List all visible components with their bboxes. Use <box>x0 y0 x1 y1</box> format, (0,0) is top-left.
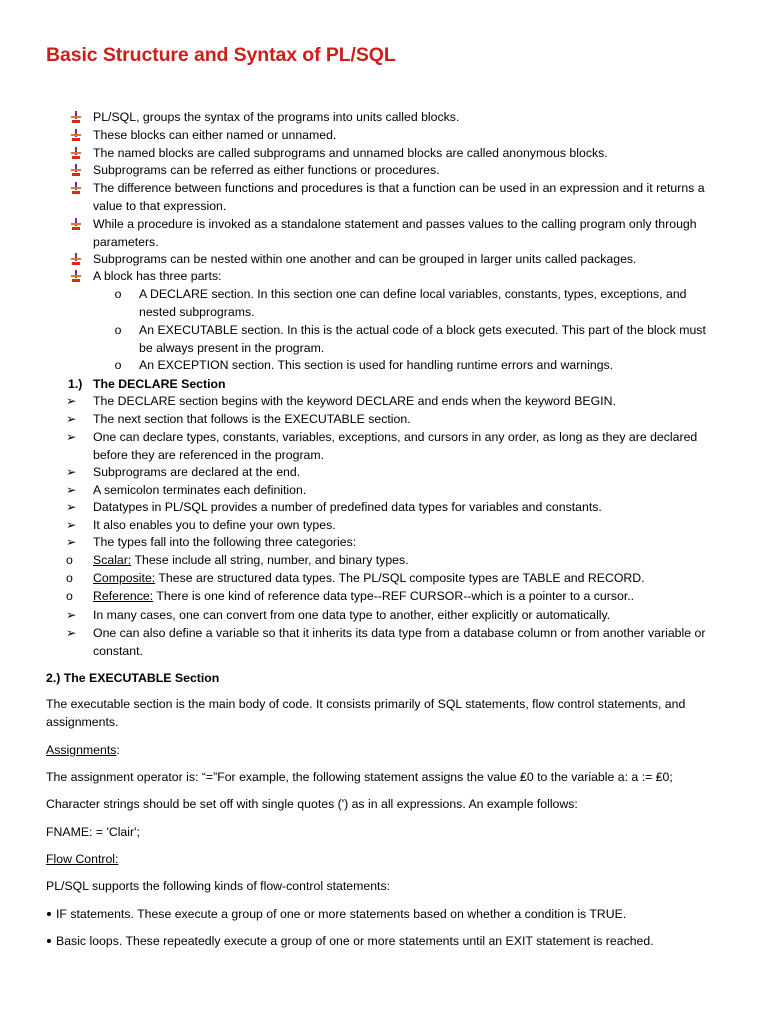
assignments-label-line <box>46 742 716 760</box>
flow-control-label: Flow Control: <box>46 852 119 866</box>
intro-bullet-text: Subprograms can be nested within one another and can be grouped in larger units called packages. <box>93 252 637 266</box>
block-part-text: A DECLARE section. In this section one can define local variables, constants, types, exceptions, and nested subprograms. <box>139 287 687 319</box>
strings-text: Character strings should be set off with single quotes (') as in all expressions. An example follows: <box>46 797 578 811</box>
flow-item-text: Basic loops. These repeatedly execute a group of one or more statements until an EXIT statement is reached. <box>56 934 654 948</box>
intro-bullet-text: While a procedure is invoked as a standalone statement and passes values to the calling program only through parameters. <box>93 217 697 249</box>
flow-intro: PL/SQL supports the following kinds of flow-control statements: <box>46 879 391 893</box>
type-category-text <box>93 588 713 606</box>
arrow-bullet-icon: ➢ <box>66 626 77 640</box>
declare-item-text: Subprograms are declared at the end. <box>93 465 301 479</box>
type-category-desc: These are structured data types. The PL/SQL composite types are TABLE and RECORD. <box>155 571 645 585</box>
assignments-colon: : <box>116 743 120 757</box>
block-part-text: An EXECUTABLE section. In this is the actual code of a block gets executed. This part of the block must be always present in the program. <box>139 323 706 355</box>
intro-bullet-text: These blocks can either named or unnamed. <box>93 128 337 142</box>
type-category-text <box>93 552 713 570</box>
pushpin-bullet-icon <box>67 268 85 282</box>
intro-bullet-text: The named blocks are called subprograms and unnamed blocks are called anonymous blocks. <box>93 146 608 160</box>
type-category-term: Scalar: <box>93 553 132 567</box>
arrow-bullet-icon: ➢ <box>66 465 77 479</box>
declare-heading: The DECLARE Section <box>93 377 226 391</box>
arrow-bullet-icon: ➢ <box>66 518 77 532</box>
declare-item-text: The types fall into the following three categories: <box>93 535 357 549</box>
section-number: 1.) <box>68 377 83 391</box>
block-part-text: An EXCEPTION section. This section is used for handling runtime errors and warnings. <box>139 358 614 372</box>
circle-bullet-marker: o <box>66 589 73 603</box>
circle-bullet-marker: o <box>66 571 73 585</box>
arrow-bullet-icon: ➢ <box>66 412 77 426</box>
declare-item-text: One can declare types, constants, variables, exceptions, and cursors in any order, as long as they are declared before they are referenced in the program. <box>93 430 698 462</box>
pushpin-bullet-icon <box>67 251 85 265</box>
declare-item-text: One can also define a variable so that it inherits its data type from a database column or from another variable or constant. <box>93 626 706 658</box>
arrow-bullet-icon: ➢ <box>66 500 77 514</box>
assignments-label: Assignments <box>46 743 117 757</box>
pushpin-bullet-icon <box>67 162 85 176</box>
arrow-bullet-icon: ➢ <box>66 535 77 549</box>
arrow-bullet-icon: ➢ <box>66 483 77 497</box>
flow-item-text: IF statements. These execute a group of one or more statements based on whether a condition is TRUE. <box>56 907 627 921</box>
declare-item-text: The next section that follows is the EXECUTABLE section. <box>93 412 411 426</box>
arrow-bullet-icon: ➢ <box>66 430 77 444</box>
dot-bullet-icon <box>47 912 51 916</box>
intro-bullet-text: Subprograms can be referred as either functions or procedures. <box>93 163 440 177</box>
declare-item-text: A semicolon terminates each definition. <box>93 483 307 497</box>
type-category-term: Reference: <box>93 589 154 603</box>
circle-bullet-marker: o <box>114 358 122 372</box>
type-category-term: Composite: <box>93 571 156 585</box>
declare-item-text: The DECLARE section begins with the keyword DECLARE and ends when the keyword BEGIN. <box>93 394 616 408</box>
type-category-text <box>93 570 713 588</box>
pushpin-bullet-icon <box>67 216 85 230</box>
intro-bullet-text: A block has three parts: <box>93 269 222 283</box>
declare-item-text: It also enables you to define your own types. <box>93 518 336 532</box>
assignment-text: The assignment operator is: “=”For example, the following statement assigns the value ₤0 to the variable a: a := ₤0; <box>46 770 673 784</box>
pushpin-bullet-icon <box>67 109 85 123</box>
type-category-desc: These include all string, number, and binary types. <box>131 553 409 567</box>
pushpin-bullet-icon <box>67 127 85 141</box>
arrow-bullet-icon: ➢ <box>66 608 77 622</box>
dot-bullet-icon <box>47 939 51 943</box>
intro-bullet-text: PL/SQL, groups the syntax of the programs into units called blocks. <box>93 110 460 124</box>
flow-item-loops <box>46 933 716 951</box>
arrow-bullet-icon: ➢ <box>66 394 77 408</box>
circle-bullet-marker: o <box>114 323 122 337</box>
circle-bullet-marker: o <box>66 553 73 567</box>
executable-intro: The executable section is the main body of code. It consists primarily of SQL statements, flow control statements, and assignments. <box>46 697 686 729</box>
circle-bullet-marker: o <box>114 287 122 301</box>
declare-item-text: In many cases, one can convert from one data type to another, either explicitly or automatically. <box>93 608 611 622</box>
declare-item-text: Datatypes in PL/SQL provides a number of predefined data types for variables and constants. <box>93 500 602 514</box>
type-category-desc: There is one kind of reference data type--REF CURSOR--which is a pointer to a cursor.. <box>153 589 635 603</box>
intro-bullet-text: The difference between functions and procedures is that a function can be used in an expression and it returns a value to that expression. <box>93 181 705 213</box>
pushpin-bullet-icon <box>67 145 85 159</box>
flow-item-if <box>46 906 716 924</box>
page-title: Basic Structure and Syntax of PL/SQL <box>46 44 396 66</box>
example-code: FNAME: = 'Clair'; <box>46 825 140 839</box>
executable-heading: 2.) The EXECUTABLE Section <box>46 671 220 685</box>
pushpin-bullet-icon <box>67 180 85 194</box>
